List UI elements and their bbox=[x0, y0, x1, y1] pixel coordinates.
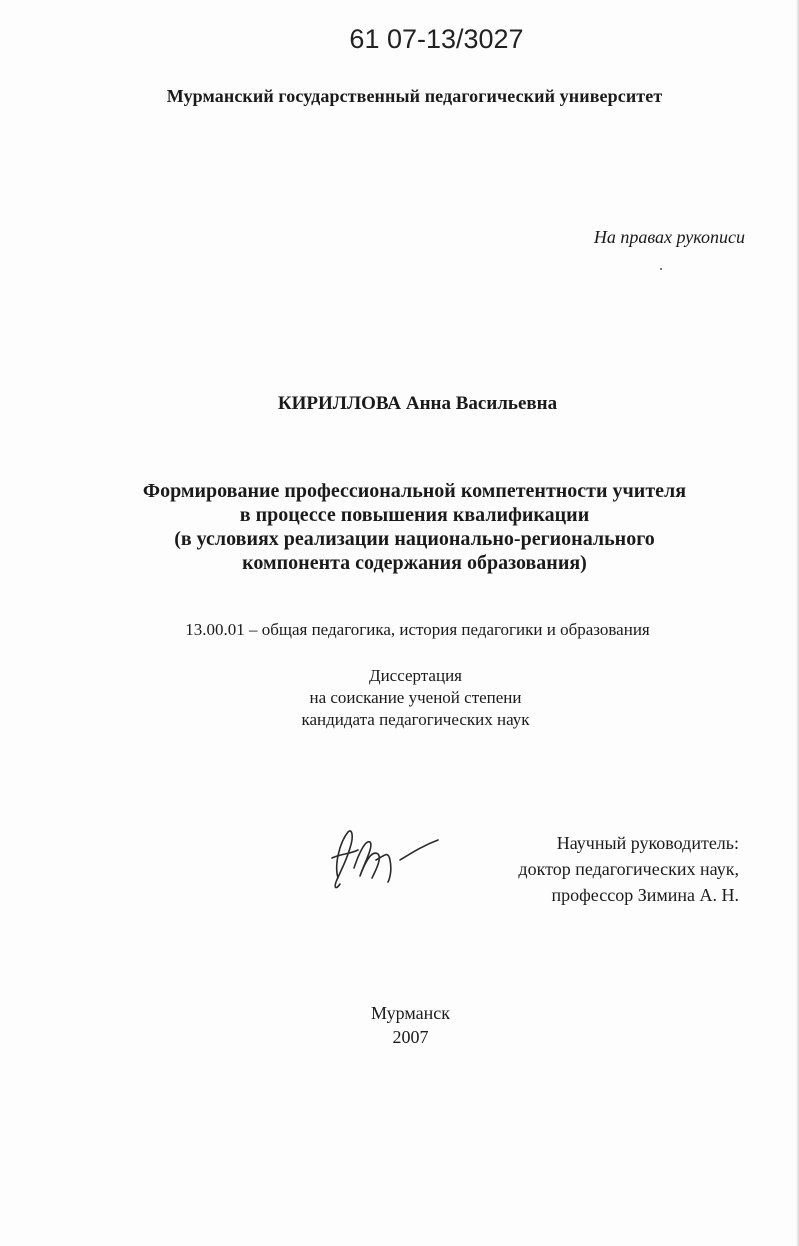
degree-line: на соискание ученой степени bbox=[309, 688, 522, 707]
degree-line: Диссертация bbox=[368, 666, 462, 685]
title-line: Формирование профессиональной компетентности учителя bbox=[142, 480, 687, 502]
title-line: компонента содержания образования) bbox=[242, 552, 587, 574]
catalog-number: 61 07-13/3027 bbox=[349, 24, 524, 54]
rights-notice: На правах рукописи bbox=[593, 227, 745, 247]
year: 2007 bbox=[392, 1027, 429, 1047]
author-given-names: Анна Васильевна bbox=[405, 393, 558, 414]
university-name: Мурманский государственный педагогический университет bbox=[166, 86, 663, 106]
title-line: в процессе повышения квалификации bbox=[239, 504, 590, 526]
title-line: (в условиях реализации национально-регионального bbox=[174, 528, 655, 550]
scan-speck bbox=[660, 268, 662, 270]
specialty-code: 13.00.01 – общая педагогика, история педагогики и образования bbox=[185, 620, 650, 639]
supervisor-line: доктор педагогических наук, bbox=[518, 859, 739, 879]
place-and-year bbox=[0, 1001, 799, 1049]
author-name bbox=[0, 393, 799, 415]
degree-line: кандидата педагогических наук bbox=[301, 710, 530, 729]
city: Мурманск bbox=[371, 1003, 450, 1023]
author-surname: КИРИЛЛОВА bbox=[277, 393, 402, 414]
dissertation-title bbox=[0, 479, 799, 575]
supervisor-line: Научный руководитель: bbox=[556, 833, 739, 853]
supervisor-line: профессор Зимина А. Н. bbox=[551, 885, 739, 905]
handwritten-signature bbox=[326, 820, 446, 900]
supervisor-info bbox=[439, 830, 739, 908]
degree-statement bbox=[0, 665, 799, 731]
